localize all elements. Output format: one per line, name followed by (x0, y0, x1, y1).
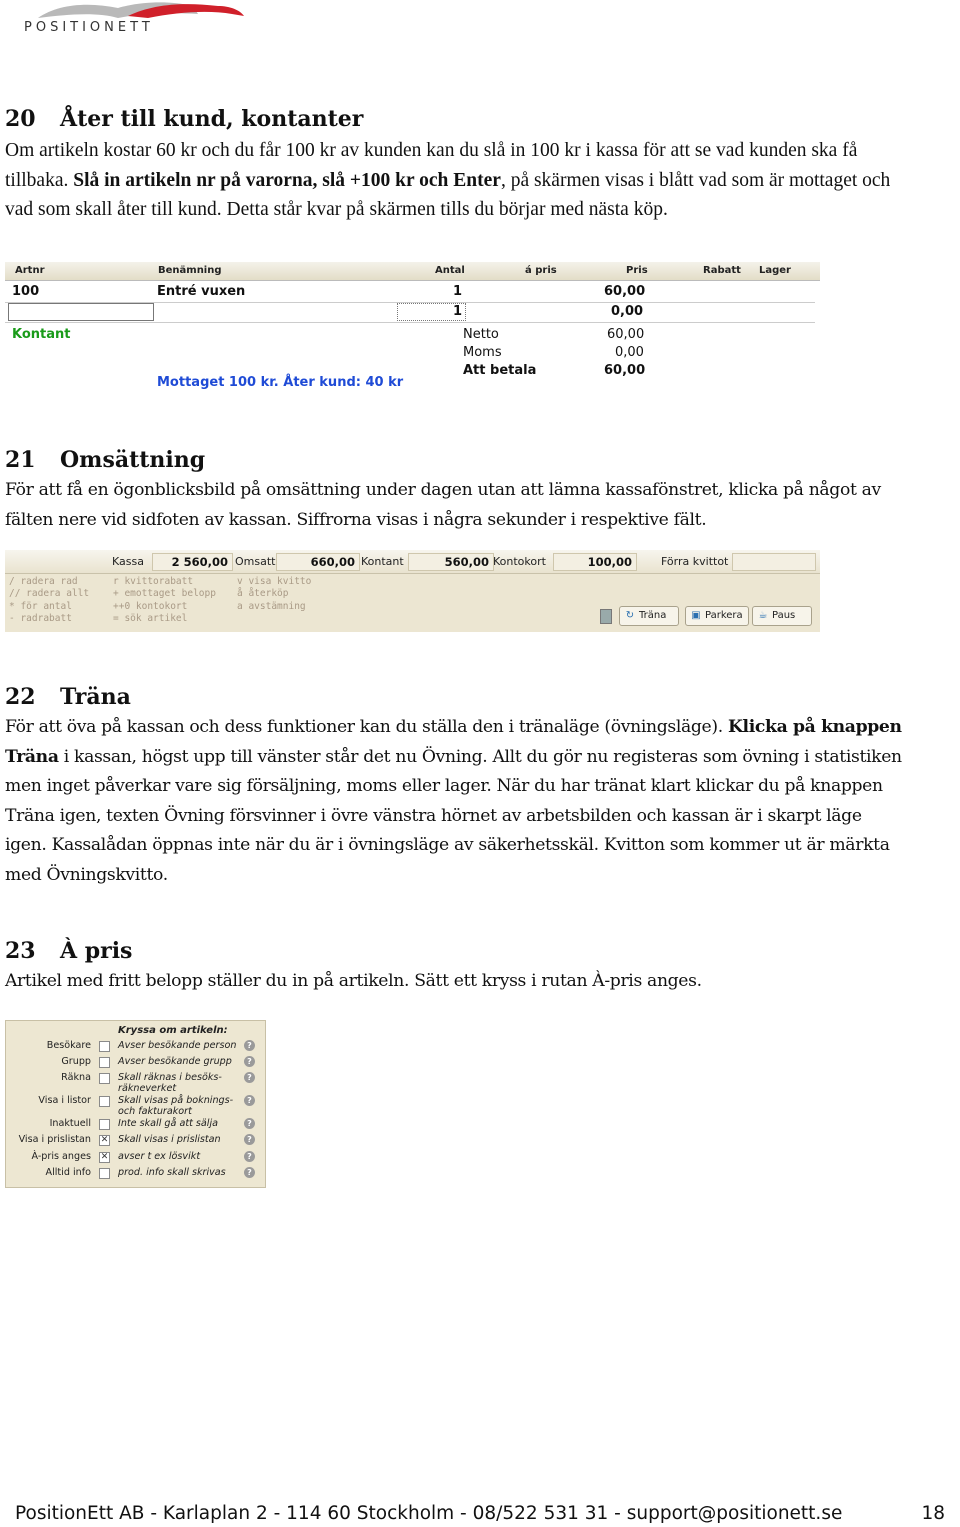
section-20-text (5, 136, 905, 225)
column-header: Lager (759, 265, 791, 276)
receipt-screenshot (5, 262, 820, 392)
shortcut-hint: å återköp (237, 588, 289, 599)
options-title: Kryssa om artikeln: (118, 1025, 228, 1036)
option-label: Inaktuell (49, 1118, 91, 1129)
column-header: Pris (626, 265, 648, 276)
payment-type: Kontant (12, 327, 71, 342)
row-divider (5, 322, 815, 323)
calculator-icon[interactable] (600, 609, 612, 624)
shortcut-hint: - radrabatt (9, 613, 72, 624)
turnover-bar (5, 550, 820, 574)
shortcut-hint: // radera allt (9, 588, 90, 599)
shortcut-hint: / radera rad (9, 576, 78, 587)
shortcut-hint: + emottaget belopp (113, 588, 216, 599)
parkera-button[interactable] (685, 606, 749, 626)
option-checkbox[interactable] (99, 1057, 110, 1068)
paus-button[interactable] (752, 606, 812, 626)
section-number: 21 (5, 447, 36, 473)
option-description: räkneverket (118, 1083, 177, 1094)
shortcut-hint: r kvittorabatt (113, 576, 194, 587)
antal-cell: 1 (453, 304, 463, 319)
total-value: 60,00 (604, 363, 646, 378)
shortcut-hint: = sök artikel (113, 613, 188, 624)
help-icon[interactable]: ? (244, 1072, 255, 1083)
forra-kvittot-field[interactable] (732, 553, 816, 571)
section-number: 22 (5, 684, 36, 710)
section-number: 20 (5, 106, 36, 132)
pause-icon: ☕ (758, 610, 768, 621)
netto-label: Netto (463, 327, 499, 342)
trana-button[interactable] (619, 606, 679, 626)
option-label: Besökare (46, 1040, 91, 1051)
kontokort-field[interactable]: 100,00 (553, 553, 637, 571)
section-number: 23 (5, 938, 36, 964)
help-icon[interactable]: ? (244, 1167, 255, 1178)
column-header: Rabatt (703, 265, 741, 276)
antal-cell: 1 (453, 284, 463, 299)
option-label: Grupp (61, 1056, 91, 1067)
table-header (5, 262, 820, 281)
option-checkbox[interactable] (99, 1168, 110, 1179)
pris-cell: 0,00 (611, 304, 644, 319)
section-title: Åter till kund, kontanter (60, 106, 364, 132)
option-description: Skall visas på boknings- (118, 1095, 234, 1106)
moms-label: Moms (463, 345, 502, 360)
column-header: Antal (435, 265, 465, 276)
column-header: á pris (525, 265, 557, 276)
section-title: Träna (60, 684, 131, 710)
help-icon[interactable]: ? (244, 1095, 255, 1106)
company-logo (18, 0, 248, 40)
car-icon: ▣ (691, 610, 701, 621)
section-22-text (5, 713, 905, 890)
artnr-input[interactable] (8, 303, 154, 321)
option-description: Avser besökande grupp (118, 1056, 232, 1067)
text-run: i kassan, högst upp till vänster står det nu Övning. Allt du gör nu registeras som övning i statistiken men inget påverkar vare sig försäljning, moms eller lager. När du har tränat klart klickar du på knappen Träna igen, texten Övning försvinner i övre vänstra hörnet av arbetsbilden och kassan är i skarpt läge igen. Kassalådan öppnas inte när du är i övningsläge av säkerhetsskäl. Kvitton som kommer ut är märkta med Övningskvitto. (5, 746, 902, 885)
received-message: Mottaget 100 kr. Åter kund: 40 kr (157, 375, 404, 390)
help-icon[interactable]: ? (244, 1056, 255, 1067)
option-description: Avser besökande person (118, 1040, 237, 1051)
kontant-label: Kontant (361, 555, 404, 568)
option-label: Visa i prislistan (18, 1134, 91, 1145)
section-heading-23 (5, 938, 132, 964)
section-heading-20 (5, 106, 363, 132)
artnr-cell: 100 (12, 284, 40, 299)
total-label: Att betala (463, 363, 537, 378)
option-description: och fakturakort (118, 1106, 192, 1117)
shortcut-hint: ++0 kontokort (113, 601, 188, 612)
kontant-field[interactable]: 560,00 (408, 553, 494, 571)
option-checkbox[interactable]: ✕ (100, 1135, 109, 1145)
option-checkbox[interactable] (99, 1073, 110, 1084)
option-checkbox[interactable]: ✕ (100, 1152, 109, 1162)
article-options-screenshot (5, 1020, 266, 1188)
help-icon[interactable]: ? (244, 1118, 255, 1129)
option-checkbox[interactable] (99, 1096, 110, 1107)
option-description: avser t ex lösvikt (118, 1151, 201, 1162)
forra-kvittot-label: Förra kvittot (661, 555, 729, 568)
page-number: 18 (921, 1503, 945, 1524)
help-icon[interactable]: ? (244, 1151, 255, 1162)
text-run: Om artikeln kostar 60 kr och du får 100 kr av kunden kan du slå in 100 kr i kassa för att se vad kunden ska få tillbaka. (5, 140, 858, 191)
option-label: Alltid info (45, 1167, 91, 1178)
column-header: Benämning (158, 265, 222, 276)
option-description: Skall visas i prislistan (118, 1134, 221, 1145)
option-description: Inte skall gå att sälja (118, 1118, 218, 1129)
netto-value: 60,00 (607, 327, 645, 342)
moms-value: 0,00 (615, 345, 644, 360)
kontokort-label: Kontokort (493, 555, 546, 568)
option-description: prod. info skall skrivas (118, 1167, 226, 1178)
pris-cell: 60,00 (604, 284, 646, 299)
button-label: Träna (639, 610, 667, 621)
text-run: , på skärmen visas i blått vad som är mottaget och vad som skall åter till kund. Detta står kvar på skärmen tills du börjar med nästa köp. (5, 169, 891, 220)
button-label: Paus (772, 610, 796, 621)
omsatt-field[interactable]: 660,00 (276, 553, 360, 571)
button-label: Parkera (705, 610, 743, 621)
help-icon[interactable]: ? (244, 1040, 255, 1051)
section-heading-21 (5, 447, 205, 473)
name-cell: Entré vuxen (157, 284, 246, 299)
kassa-field[interactable]: 2 560,00 (152, 553, 233, 571)
shortcut-hint: * för antal (9, 601, 72, 612)
option-label: À-pris anges (31, 1151, 91, 1162)
bold-text: Klicka på knappen Träna (5, 717, 902, 767)
shortcut-hint: a avstämning (237, 601, 306, 612)
refresh-icon: ↻ (625, 610, 635, 621)
shortcut-hint: v visa kvitto (237, 576, 312, 587)
option-label: Räkna (61, 1072, 91, 1083)
section-heading-22 (5, 684, 131, 710)
logo-graphic (18, 0, 248, 22)
option-checkbox[interactable] (99, 1119, 110, 1130)
bold-text: Slå in artikeln nr på varorna, slå +100 kr och Enter (73, 169, 501, 191)
text-run: För att öva på kassan och dess funktioner kan du ställa den i tränaläge (övningsläge). (5, 717, 728, 737)
option-label: Visa i listor (38, 1095, 91, 1106)
section-title: Omsättning (60, 447, 206, 473)
kassa-label: Kassa (112, 555, 144, 568)
help-icon[interactable]: ? (244, 1134, 255, 1145)
omsatt-label: Omsatt (235, 555, 276, 568)
section-title: À pris (60, 938, 133, 964)
option-description: Skall räknas i besöks- (118, 1072, 222, 1083)
section-23-text: Artikel med fritt belopp ställer du in på artikeln. Sätt ett kryss i rutan À-pris anges. (5, 971, 702, 991)
logo-text: POSITIONETT (24, 20, 154, 35)
option-checkbox[interactable] (99, 1041, 110, 1052)
page-footer (15, 1503, 945, 1524)
footer-contact: PositionEtt AB - Karlaplan 2 - 114 60 Stockholm - 08/522 531 31 - support@positionett.se (15, 1503, 843, 1524)
column-header: Artnr (15, 265, 45, 276)
turnover-screenshot (5, 550, 820, 632)
section-21-text: För att få en ögonblicksbild på omsättning under dagen utan att lämna kassafönstret, klicka på något av fälten nere vid sidfoten av kassan. Siffrorna visas i några sekunder i respektive fält. (5, 480, 881, 530)
